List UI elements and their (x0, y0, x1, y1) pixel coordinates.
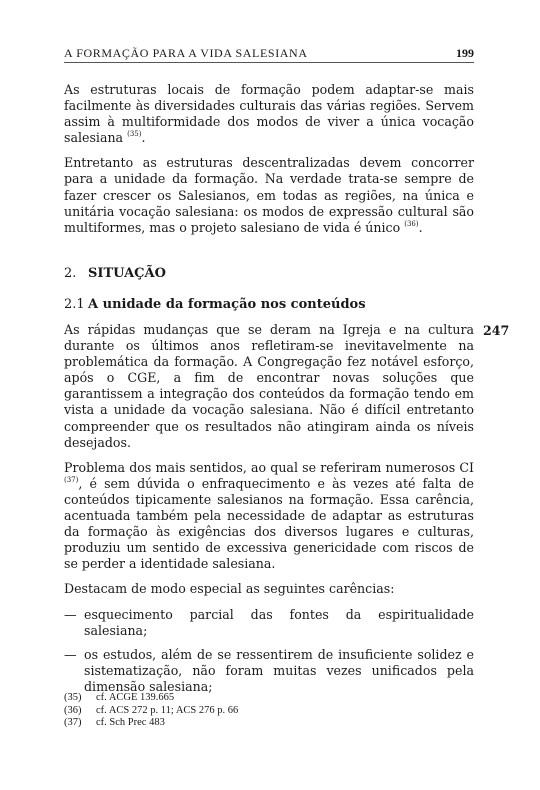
running-title: A FORMAÇÃO PARA A VIDA SALESIANA (64, 46, 308, 60)
footnote (64, 717, 238, 730)
dash-bullet: — (64, 606, 77, 622)
dash-bullet: — (64, 646, 77, 662)
intro-text (64, 82, 474, 245)
footnote-number: (36) (64, 704, 82, 716)
footnote-ref-36[interactable]: (36) (404, 219, 419, 228)
page-number: 199 (456, 46, 474, 60)
margin-paragraph-number: 247 (483, 323, 510, 338)
footnote-number: (37) (64, 717, 82, 728)
subsection-title: A unidade da formação nos conteúdos (88, 297, 366, 312)
footnote (64, 705, 238, 718)
footnote-ref-35[interactable]: (35) (127, 130, 142, 139)
section-title: SITUAÇÃO (88, 266, 166, 281)
paragraph-3: As rápidas mudanças que se deram na Igreja e na cultura durante os últimos anos refletiram-se inevitavelmente na problemática da formação. A Congregação fez notável esforço, após o CGE, a fim de encontrar novas soluções que garantissem a integração dos conteúdos da formação tendo em vista a unidade da vocação salesiana. Não é difícil entretanto compreender que os resultados não atingiram ainda os níveis desejados. (64, 322, 474, 450)
paragraph-4: Problema dos mais sentidos, ao qual se referiram numerosos CI $^{(37)}$, é sem dúvida o enfraquecimento e às vezes até falta de conteúdos tipicamente salesianos na formação. Essa carência, acentuada também pela necessidade de adaptar as estruturas da formação às exigências dos diversos lugares e culturas, produziu um sentido de excessiva genericidade com riscos de se perder a identidade salesiana. (64, 459, 474, 572)
footnote-text: cf. ACS 272 p. 11; ACS 276 p. 66 (96, 704, 239, 716)
footnotes (64, 692, 238, 730)
list-item-text: esquecimento parcial das fontes da espiritualidade salesiana; (84, 606, 474, 638)
section-heading (64, 266, 166, 281)
footnote-ref-37[interactable]: (37) (64, 475, 79, 484)
paragraph-2: Entretanto as estruturas descentralizadas devem concorrer para a unidade da formação. Na verdade trata-se sempre de fazer crescer os Salesianos, em todas as regiões, na única e unitária vocação salesiana: os modos de expressão cultural são multiformes, mas o projeto salesiano de vida é único $^{(36)}$. (64, 155, 474, 235)
list-item (64, 647, 474, 695)
list-item (64, 607, 474, 639)
footnote-text: cf. Sch Prec 483 (96, 717, 165, 728)
list-item-text: os estudos, além de se ressentirem de insuficiente solidez e sistematização, não foram muitas vezes unificados pela dimensão salesiana; (84, 646, 474, 694)
footnote-text: cf. ACGE 139.665 (96, 692, 175, 703)
footnote-number: (35) (64, 692, 82, 703)
footnote (64, 692, 238, 705)
section-number: 2. (64, 266, 77, 281)
paragraph-1: As estruturas locais de formação podem adaptar-se mais facilmente às diversidades culturais das várias regiões. Servem assim à multiformidade dos modos de viver a única vocação salesiana $^{(35)}$. (64, 82, 474, 146)
section-text (64, 322, 474, 703)
subsection-number: 2.1 (64, 297, 85, 312)
running-header (64, 44, 474, 63)
subsection-heading (64, 297, 366, 312)
paragraph-5: Destacam de modo especial as seguintes carências: (64, 581, 395, 597)
